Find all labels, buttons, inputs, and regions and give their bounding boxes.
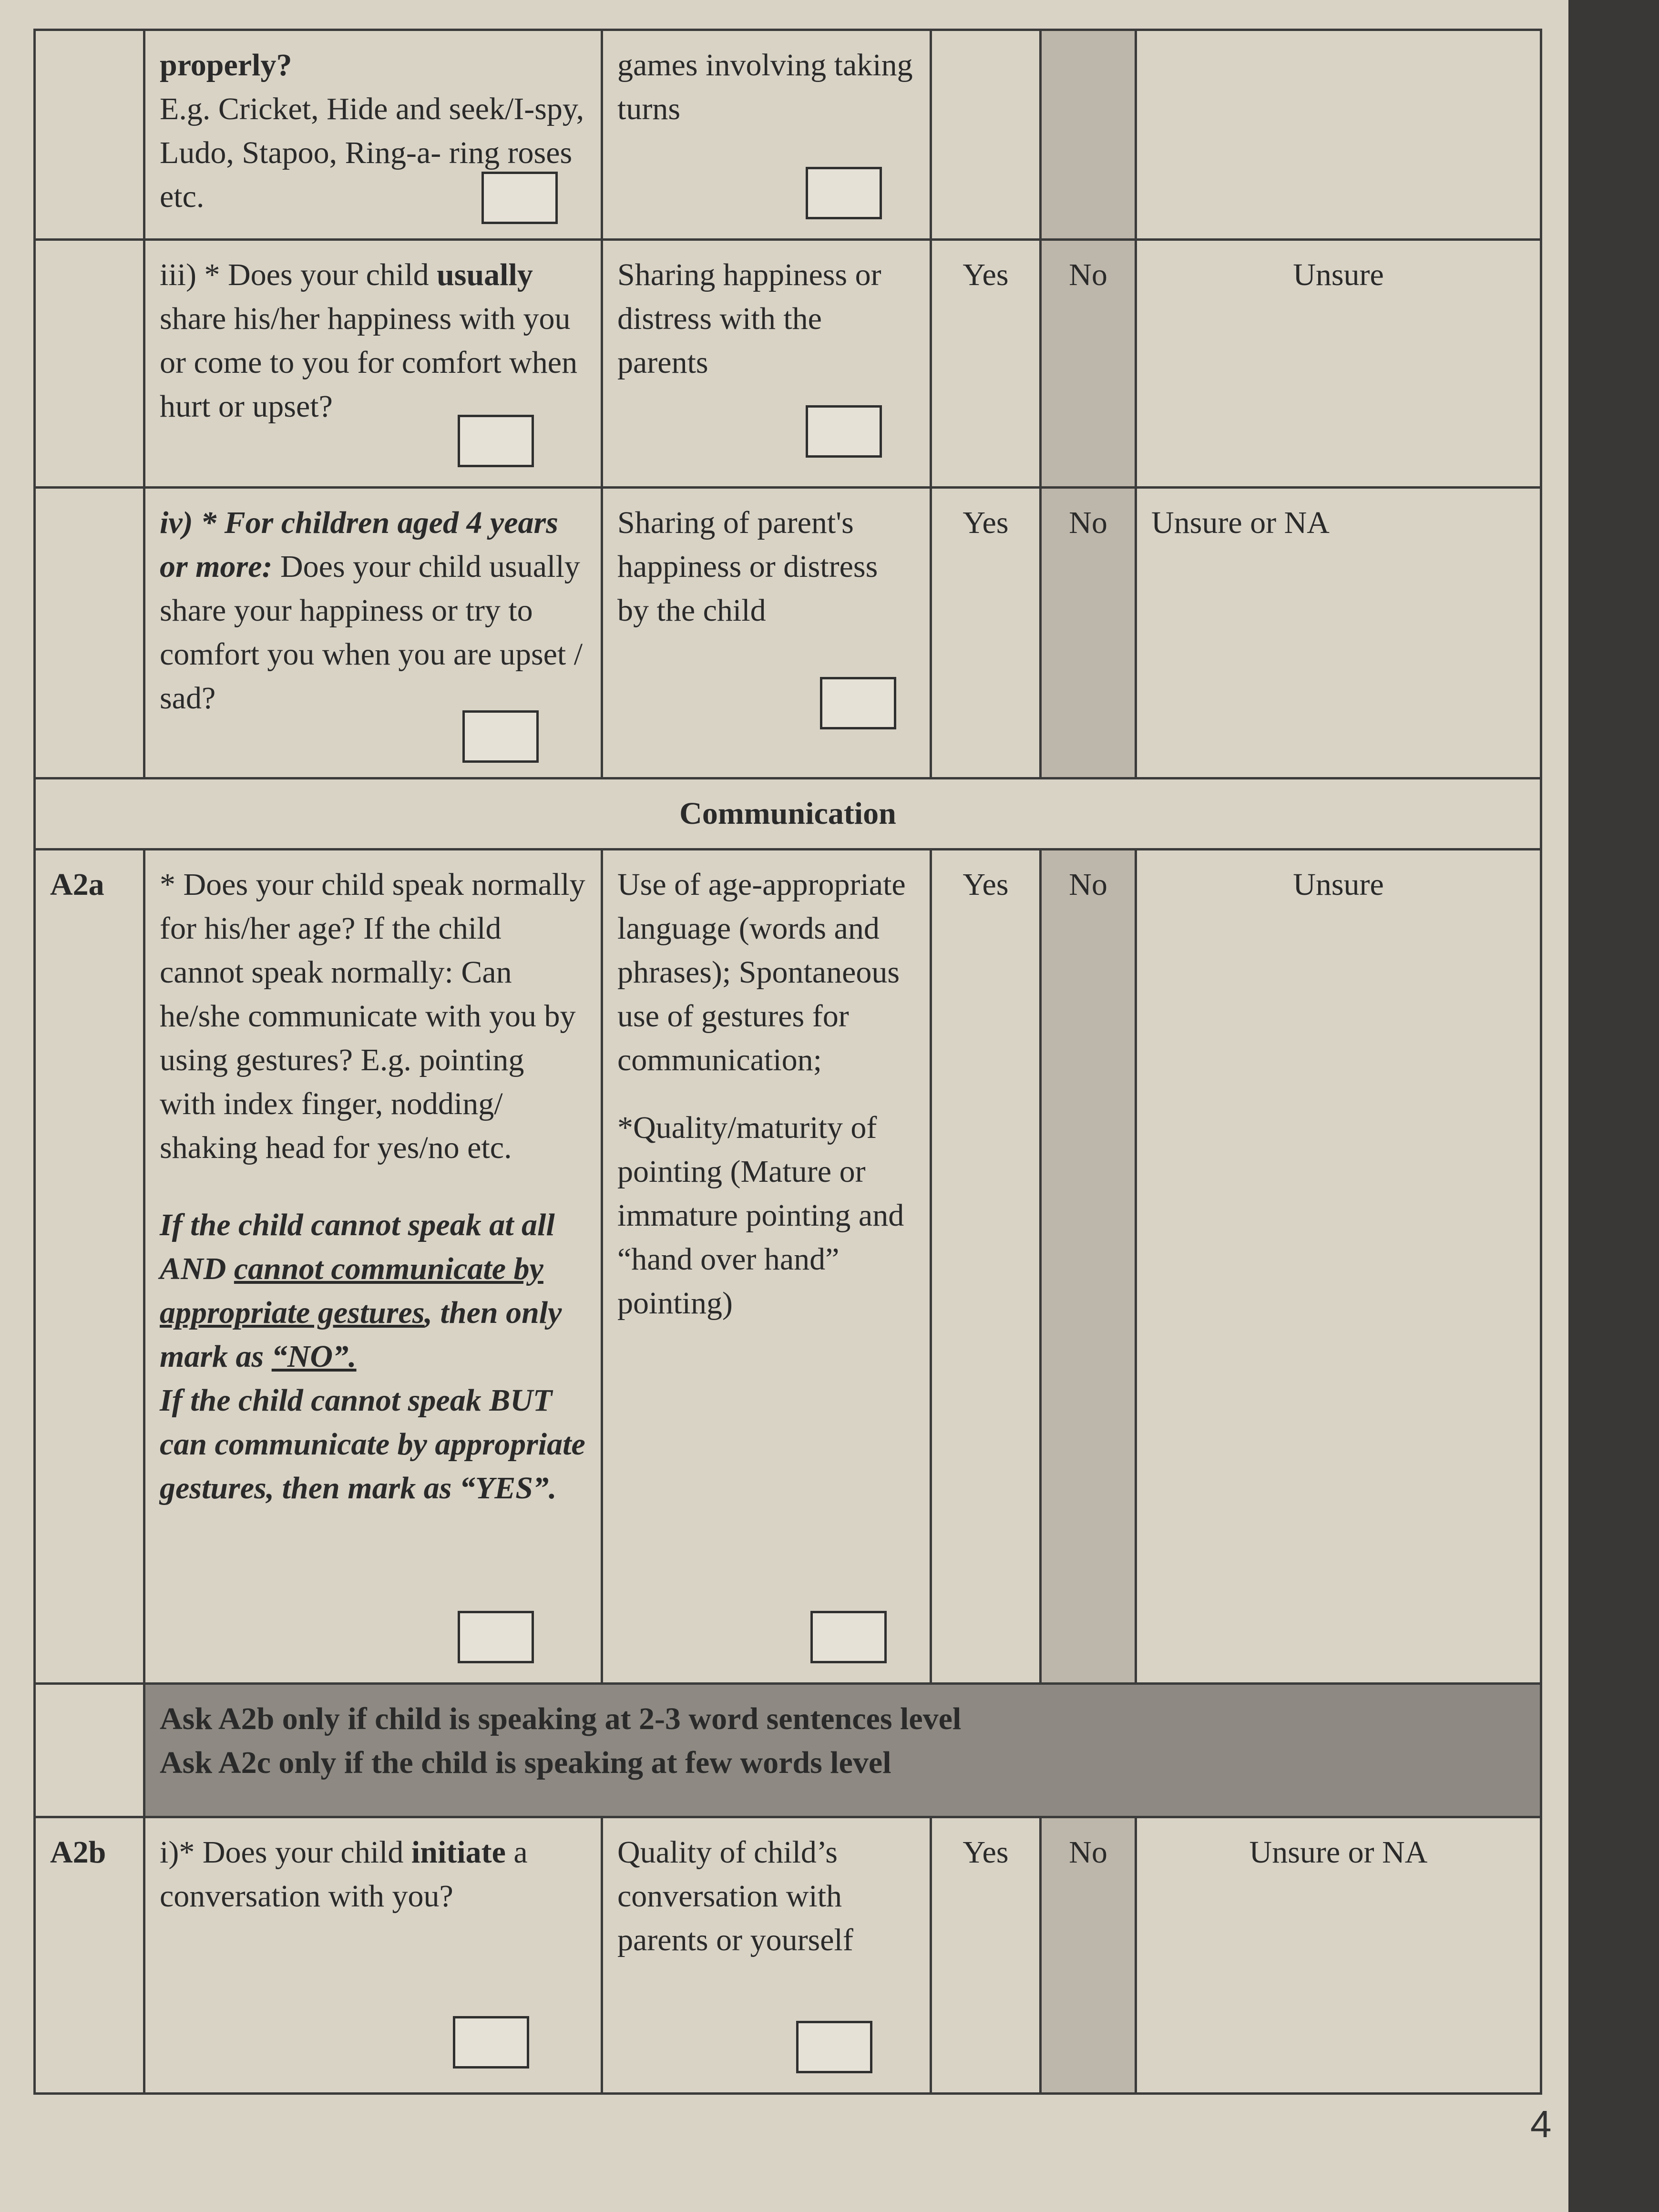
- yes-label: Yes: [963, 257, 1009, 292]
- question-text: Does your child usually share your happiness or try to comfort you when you are upset / sad?: [160, 549, 583, 716]
- question-cell: [144, 240, 602, 488]
- question-text: iii) * Does your child: [160, 257, 437, 292]
- yes-label: Yes: [963, 1835, 1009, 1870]
- question-text-rest: a conversation with you?: [160, 1835, 528, 1914]
- question-text-bold: usually: [437, 257, 533, 292]
- instruction-banner: [144, 1684, 1541, 1817]
- question-cell: [144, 488, 602, 778]
- assessment-text-language: Use of age-appropriate language (words and phrases); Spontaneous use of gestures for communication;: [617, 867, 906, 1077]
- code-cell: [35, 30, 144, 240]
- unsure-cell[interactable]: [1136, 850, 1541, 1684]
- assessment-text: Quality of child’s conversation with parents or yourself: [617, 1835, 853, 1957]
- question-text: i)* Does your child: [160, 1835, 411, 1870]
- instruction-note-no-answer: “NO”.: [271, 1339, 357, 1374]
- yes-cell[interactable]: [931, 1817, 1041, 2094]
- question-row-iii: [35, 240, 1541, 488]
- answer-checkbox[interactable]: [458, 1611, 534, 1663]
- yes-cell[interactable]: [931, 240, 1041, 488]
- instruction-note-no: [160, 1203, 586, 1379]
- assessment-cell: [602, 1817, 931, 2094]
- code-cell: [35, 488, 144, 778]
- yes-cell[interactable]: [931, 850, 1041, 1684]
- assessment-checkbox[interactable]: [806, 167, 882, 219]
- section-row: [35, 778, 1541, 850]
- assessment-checkbox[interactable]: [810, 1611, 887, 1663]
- question-text-rest: share his/her happiness with you or come to you for comfort when hurt or upset?: [160, 301, 578, 424]
- yes-cell[interactable]: [931, 488, 1041, 778]
- question-text-bold: properly?: [160, 48, 292, 82]
- assessment-cell: [602, 240, 931, 488]
- question-row-ii: [35, 30, 1541, 240]
- assessment-checkbox[interactable]: [820, 677, 896, 729]
- instruction-row: [35, 1684, 1541, 1817]
- question-text-bold-italic: iv) * For children aged 4 years or more:: [160, 505, 558, 584]
- answer-checkbox[interactable]: [458, 415, 534, 467]
- question-code: A2a: [35, 850, 144, 1684]
- instruction-note-no-a: If the child cannot speak at all AND: [160, 1208, 555, 1286]
- assessment-text: Sharing of parent's happiness or distress by the child: [617, 505, 878, 628]
- no-cell[interactable]: [1041, 240, 1136, 488]
- question-row-iv: [35, 488, 1541, 778]
- question-row-a2a: [35, 850, 1541, 1684]
- instruction-note-no-underlined: cannot communicate by appropriate gestures: [160, 1251, 543, 1330]
- assessment-cell: [602, 488, 931, 778]
- instruction-note-no-b: , then only mark as: [160, 1295, 562, 1374]
- question-row-a2b: [35, 1817, 1541, 2094]
- no-cell[interactable]: [1041, 1817, 1136, 2094]
- page-number: 4: [1530, 2103, 1552, 2145]
- answer-checkbox[interactable]: [462, 710, 539, 763]
- no-cell[interactable]: [1041, 488, 1136, 778]
- answer-checkbox[interactable]: [481, 172, 558, 224]
- question-text-bold: initiate: [411, 1835, 506, 1870]
- yes-label: Yes: [963, 867, 1009, 902]
- assessment-cell: [602, 850, 931, 1684]
- instruction-a2b: Ask A2b only if child is speaking at 2-3 word sentences level: [160, 1701, 962, 1736]
- no-label: No: [1069, 867, 1107, 902]
- question-cell: [144, 30, 602, 240]
- section-header: Communication: [35, 778, 1541, 850]
- question-text: E.g. Cricket, Hide and seek/I-spy, Ludo, Stapoo, Ring-a- ring roses etc.: [160, 92, 584, 214]
- code-cell: [35, 1684, 144, 1817]
- question-cell: [144, 1817, 602, 2094]
- unsure-label: Unsure: [1293, 257, 1384, 292]
- assessment-checkbox[interactable]: [806, 405, 882, 458]
- assessment-text: games involving taking turns: [617, 48, 913, 126]
- code-cell: [35, 240, 144, 488]
- assessment-checkbox[interactable]: [796, 2021, 872, 2073]
- unsure-cell[interactable]: [1136, 1817, 1541, 2094]
- unsure-cell[interactable]: [1136, 30, 1541, 240]
- instruction-a2c: Ask A2c only if the child is speaking at few words level: [160, 1745, 891, 1780]
- question-code: A2b: [35, 1817, 144, 2094]
- no-cell[interactable]: [1041, 30, 1136, 240]
- unsure-cell[interactable]: [1136, 240, 1541, 488]
- no-label: No: [1069, 1835, 1107, 1870]
- assessment-cell: [602, 30, 931, 240]
- no-cell[interactable]: [1041, 850, 1136, 1684]
- instruction-note-yes: If the child cannot speak BUT can communicate by appropriate gestures, then mark as “YES”.: [160, 1383, 585, 1505]
- unsure-label: Unsure: [1293, 867, 1384, 902]
- answer-checkbox[interactable]: [453, 2016, 529, 2069]
- assessment-text: Sharing happiness or distress with the parents: [617, 257, 881, 380]
- yes-label: Yes: [963, 505, 1009, 540]
- no-label: No: [1069, 505, 1107, 540]
- question-text: * Does your child speak normally for his/her age? If the child cannot speak normally: Can he/she communicate with you by using gestures? E.g. pointing with index finger, nodding/ shaking head for yes/no etc.: [160, 867, 585, 1165]
- no-label: No: [1069, 257, 1107, 292]
- yes-cell[interactable]: [931, 30, 1041, 240]
- unsure-label: Unsure or NA: [1151, 505, 1330, 540]
- unsure-cell[interactable]: [1136, 488, 1541, 778]
- questionnaire-table: [33, 29, 1540, 2074]
- unsure-label: Unsure or NA: [1249, 1835, 1428, 1870]
- assessment-text-pointing: *Quality/maturity of pointing (Mature or immature pointing and “hand over hand” pointing): [617, 1110, 904, 1321]
- question-cell: [144, 850, 602, 1684]
